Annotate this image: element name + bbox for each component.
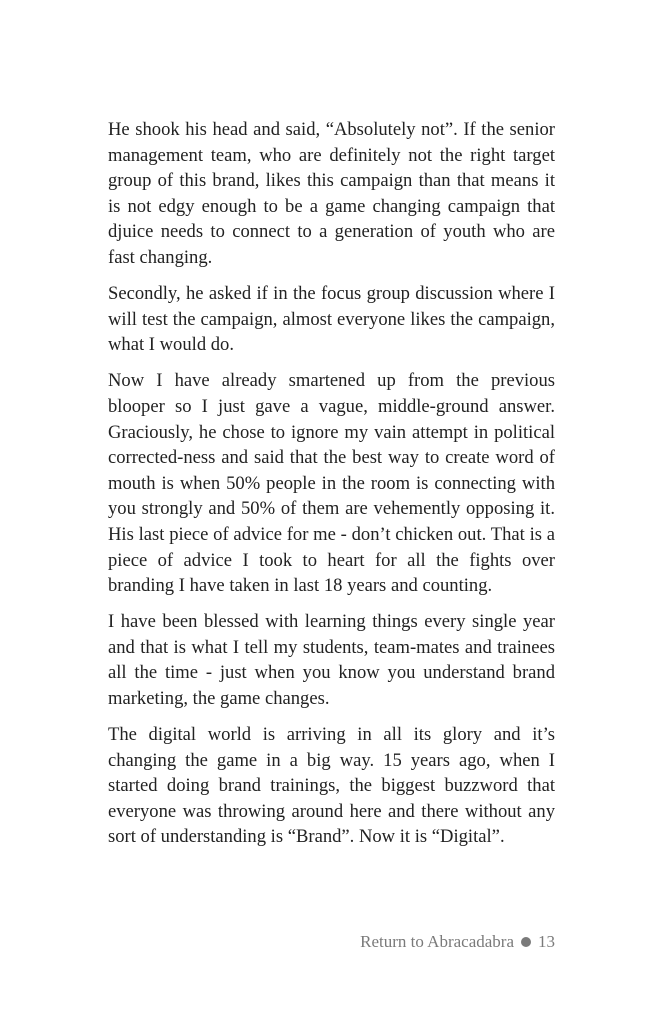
paragraph-3: Now I have already smartened up from the previous blooper so I just gave a vague, middle-ground answer. Graciously, he chose to ignore my vain attempt in political corrected-ness and said that the best way to create word of mouth is when 50% people in the room is connecting with you strongly and 50% of them are vehemently opposing it. His last piece of advice for me - don’t chicken out. That is a piece of advice I took to heart for all the fights over branding I have taken in last 18 years and counting.: [108, 370, 555, 597]
book-title: Return to Abracadabra: [360, 932, 514, 951]
page-number: 13: [538, 932, 555, 951]
paragraph-1: He shook his head and said, “Absolutely not”. If the senior management team, who are definitely not the right target group of this brand, likes this campaign than that means it is not edgy enough to be a game changing campaign that djuice needs to connect to a generation of youth who are fast changing.: [108, 119, 555, 268]
bullet-separator-icon: [521, 937, 531, 947]
paragraph-5: The digital world is arriving in all its glory and it’s changing the game in a big way. 15 years ago, when I started doing brand trainings, the biggest buzzword that everyone was throwing around here and there without any sort of understanding is “Brand”. Now it is “Digital”.: [108, 724, 555, 848]
body-text: [108, 117, 555, 861]
paragraph-2: Secondly, he asked if in the focus group discussion where I will test the campaign, almost everyone likes the campaign, what I would do.: [108, 283, 555, 356]
paragraph-4: I have been blessed with learning things every single year and that is what I tell my students, team-mates and trainees all the time - just when you know you understand brand marketing, the game changes.: [108, 611, 555, 709]
running-footer: [360, 932, 555, 952]
